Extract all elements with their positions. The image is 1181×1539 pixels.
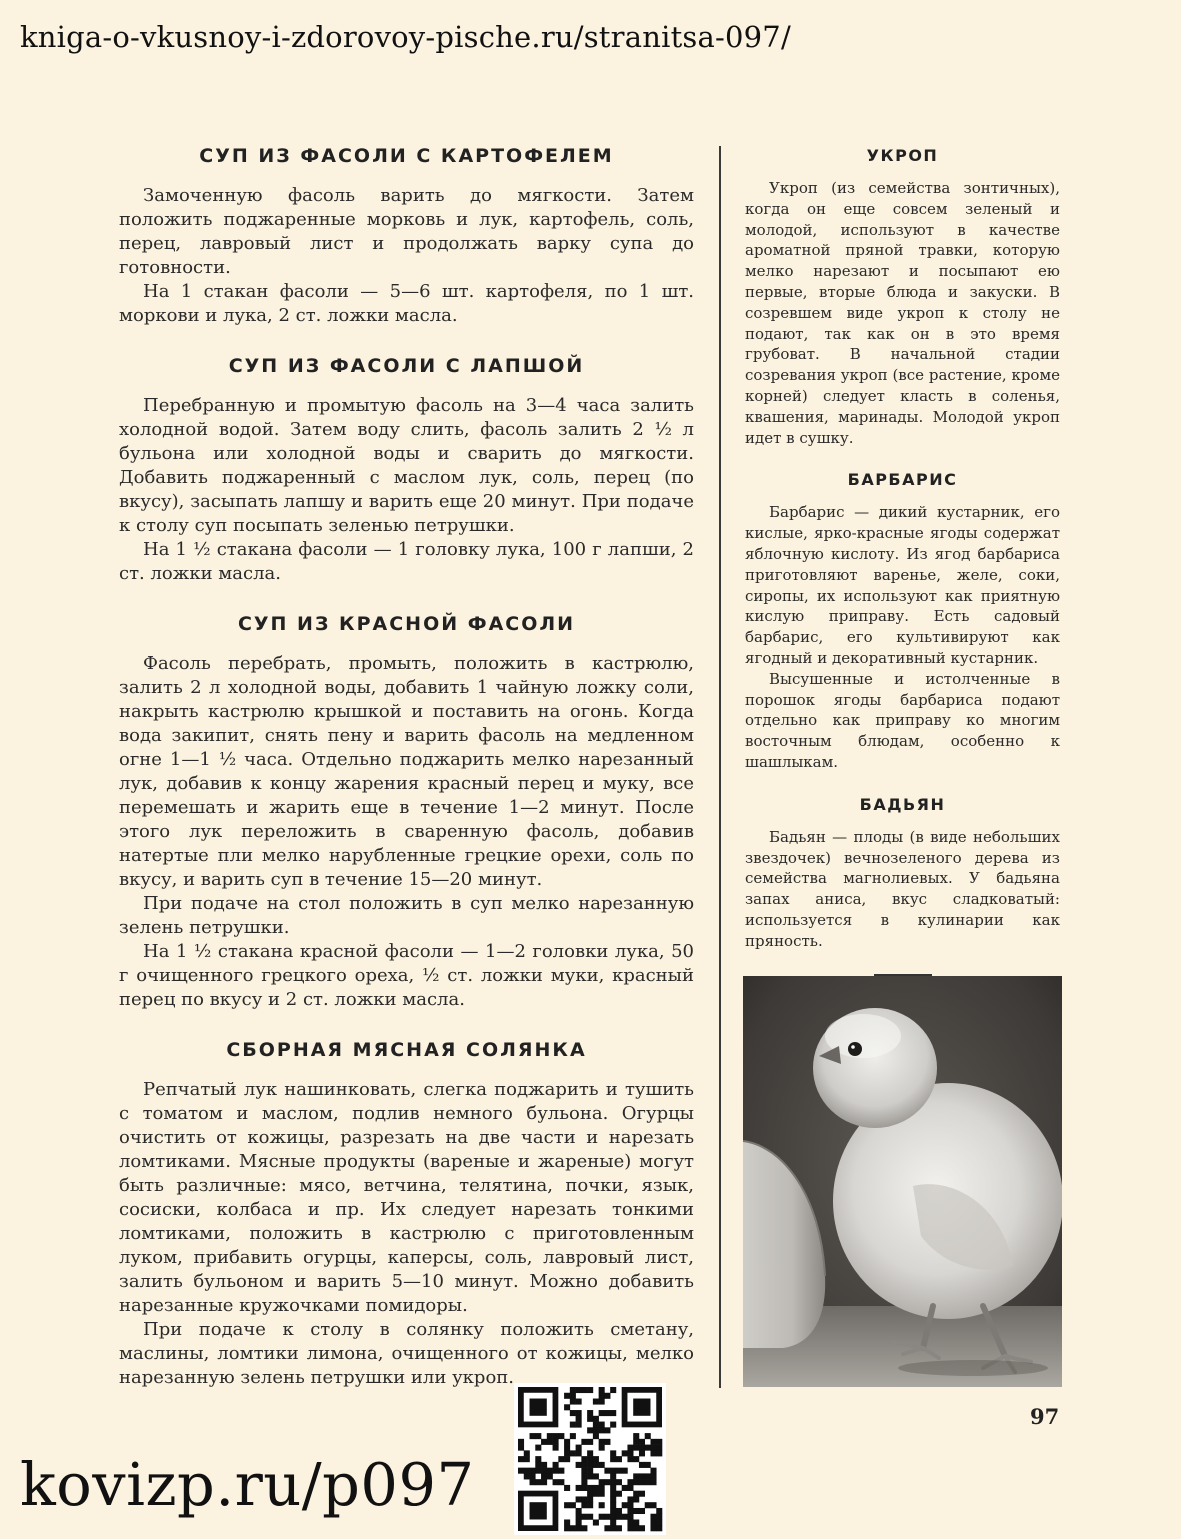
paragraph: Замоченную фасоль варить до мягкости. Затем положить поджаренные морковь и лук, картофель, соль, перец, лавровый лист и продолжать варку супа до готовности. <box>119 185 694 278</box>
left-column <box>119 140 694 1390</box>
paragraph: Репчатый лук нашинковать, слегка поджарить и тушить с томатом и маслом, подлив немного бульона. Огурцы очистить от кожицы, разрезать на две части и нарезать ломтиками. Мясные продукты (вареные и жареные) могут быть различные: мясо, ветчина, телятина, почки, язык, сосиски, колбаса и пр. Их следует нарезать тонкими ломтиками, положить в кастрюлю с приготовленным луком, прибавить огурцы, каперсы, соль, лавровый лист, залить бульоном и варить 5—10 минут. Можно добавить нарезанные кружочками помидоры. <box>119 1079 694 1316</box>
sidebar-paragraph: Бадьян — плоды (в виде небольших звездочек) вечнозеленого дерева из семейства магнолиевых. У бадьяна запах аниса, вкус сладковатый: используется в кулинарии как пряность. <box>745 827 1060 950</box>
sidebar-paragraph: Высушенные и истолченные в порошок ягоды барбариса подают отдельно как приправу ко многим восточным блюдам, особенно к шашлыкам. <box>745 669 1060 771</box>
paragraph: На 1 стакан фасоли — 5—6 шт. картофеля, по 1 шт. моркови и лука, 2 ст. ложки масла. <box>119 281 694 326</box>
section-title: СБОРНАЯ МЯСНАЯ СОЛЯНКА <box>226 1039 587 1061</box>
qr-code-graphic <box>514 1383 666 1535</box>
paragraph: При подаче к столу в солянку положить сметану, маслины, ломтики лимона, очищенного от кожицы, мелко нарезанную зелень петрушки или укроп. <box>119 1319 694 1388</box>
paragraph: При подаче на стол положить в суп мелко нарезанную зелень петрушки. <box>119 893 694 938</box>
qr-code[interactable] <box>514 1383 666 1535</box>
section-title: СУП ИЗ ФАСОЛИ С КАРТОФЕЛЕМ <box>199 145 614 167</box>
paragraph: Перебранную и промытую фасоль на 3—4 часа залить холодной водой. Затем воду слить, фасоль залить 2 ½ л бульона или холодной воды и сварить до мягкости. Добавить поджаренный с маслом лук, соль, перец (по вкусу), засыпать лапшу и варить еще 20 минут. При подаче к столу суп посыпать зеленью петрушки. <box>119 395 694 536</box>
section-title: СУП ИЗ КРАСНОЙ ФАСОЛИ <box>237 613 576 635</box>
chick-illustration <box>743 976 1062 1387</box>
column-divider <box>719 146 721 1388</box>
section-title: СУП ИЗ ФАСОЛИ С ЛАПШОЙ <box>228 355 585 377</box>
chick-photo <box>743 976 1062 1387</box>
sidebar-paragraph: Укроп (из семейства зонтичных), когда он еще совсем зеленый и молодой, используют в качестве ароматной пряной травки, которую мелко нарезают и посыпают ею первые, вторые блюда и закуски. В созревшем виде укроп к столу не подают, так как он в это время грубоват. В начальной стадии созревания укроп (все растение, кроме корней) следует класть в соленья, квашения, маринады. Молодой укроп идет в сушку. <box>745 179 1060 447</box>
paragraph: На 1 ½ стакана фасоли — 1 головку лука, 100 г лапши, 2 ст. ложки масла. <box>119 539 694 584</box>
sidebar-title: БАРБАРИС <box>847 470 958 490</box>
right-column <box>745 140 1060 976</box>
sidebar-title: БАДЬЯН <box>859 794 946 814</box>
paragraph: На 1 ½ стакана красной фасоли — 1—2 головки лука, 50 г очищенного грецкого ореха, ½ ст. ложки муки, красный перец по вкусу и 2 ст. ложки масла. <box>119 941 694 1010</box>
sidebar-title: УКРОП <box>866 146 939 165</box>
paragraph: Фасоль перебрать, промыть, положить в кастрюлю, залить 2 л холодной воды, добавить 1 чайную ложку соли, накрыть кастрюлю крышкой и поставить на огонь. Когда вода закипит, снять пену и варить фасоль на медленном огне 1—1 ½ часа. Отдельно поджарить мелко нарезанный лук, добавив к концу жарения красный перец и муку, все перемешать и жарить еще в течение 1—2 минут. После этого лук переложить в сваренную фасоль, добавив натертые пли мелко нарубленные грецкие орехи, соль по вкусу, и варить суп в течение 15—20 минут. <box>119 653 694 890</box>
sidebar-paragraph: Барбарис — дикий кустарник, его кислые, ярко-красные ягоды содержат яблочную кислоту. Из ягод барбариса приготовляют варенье, желе, соки, сиропы, их используют как приятную кислую приправу. Есть садовый барбарис, его культивируют как ягодный и декоративный кустарник. <box>745 503 1060 667</box>
short-url[interactable]: kovizp.ru/p097 <box>20 1450 475 1519</box>
page-number: 97 <box>1030 1404 1060 1429</box>
chick-eye <box>848 1042 862 1056</box>
source-url[interactable]: kniga-o-vkusnoy-i-zdorovoy-pische.ru/stranitsa-097/ <box>20 20 791 54</box>
